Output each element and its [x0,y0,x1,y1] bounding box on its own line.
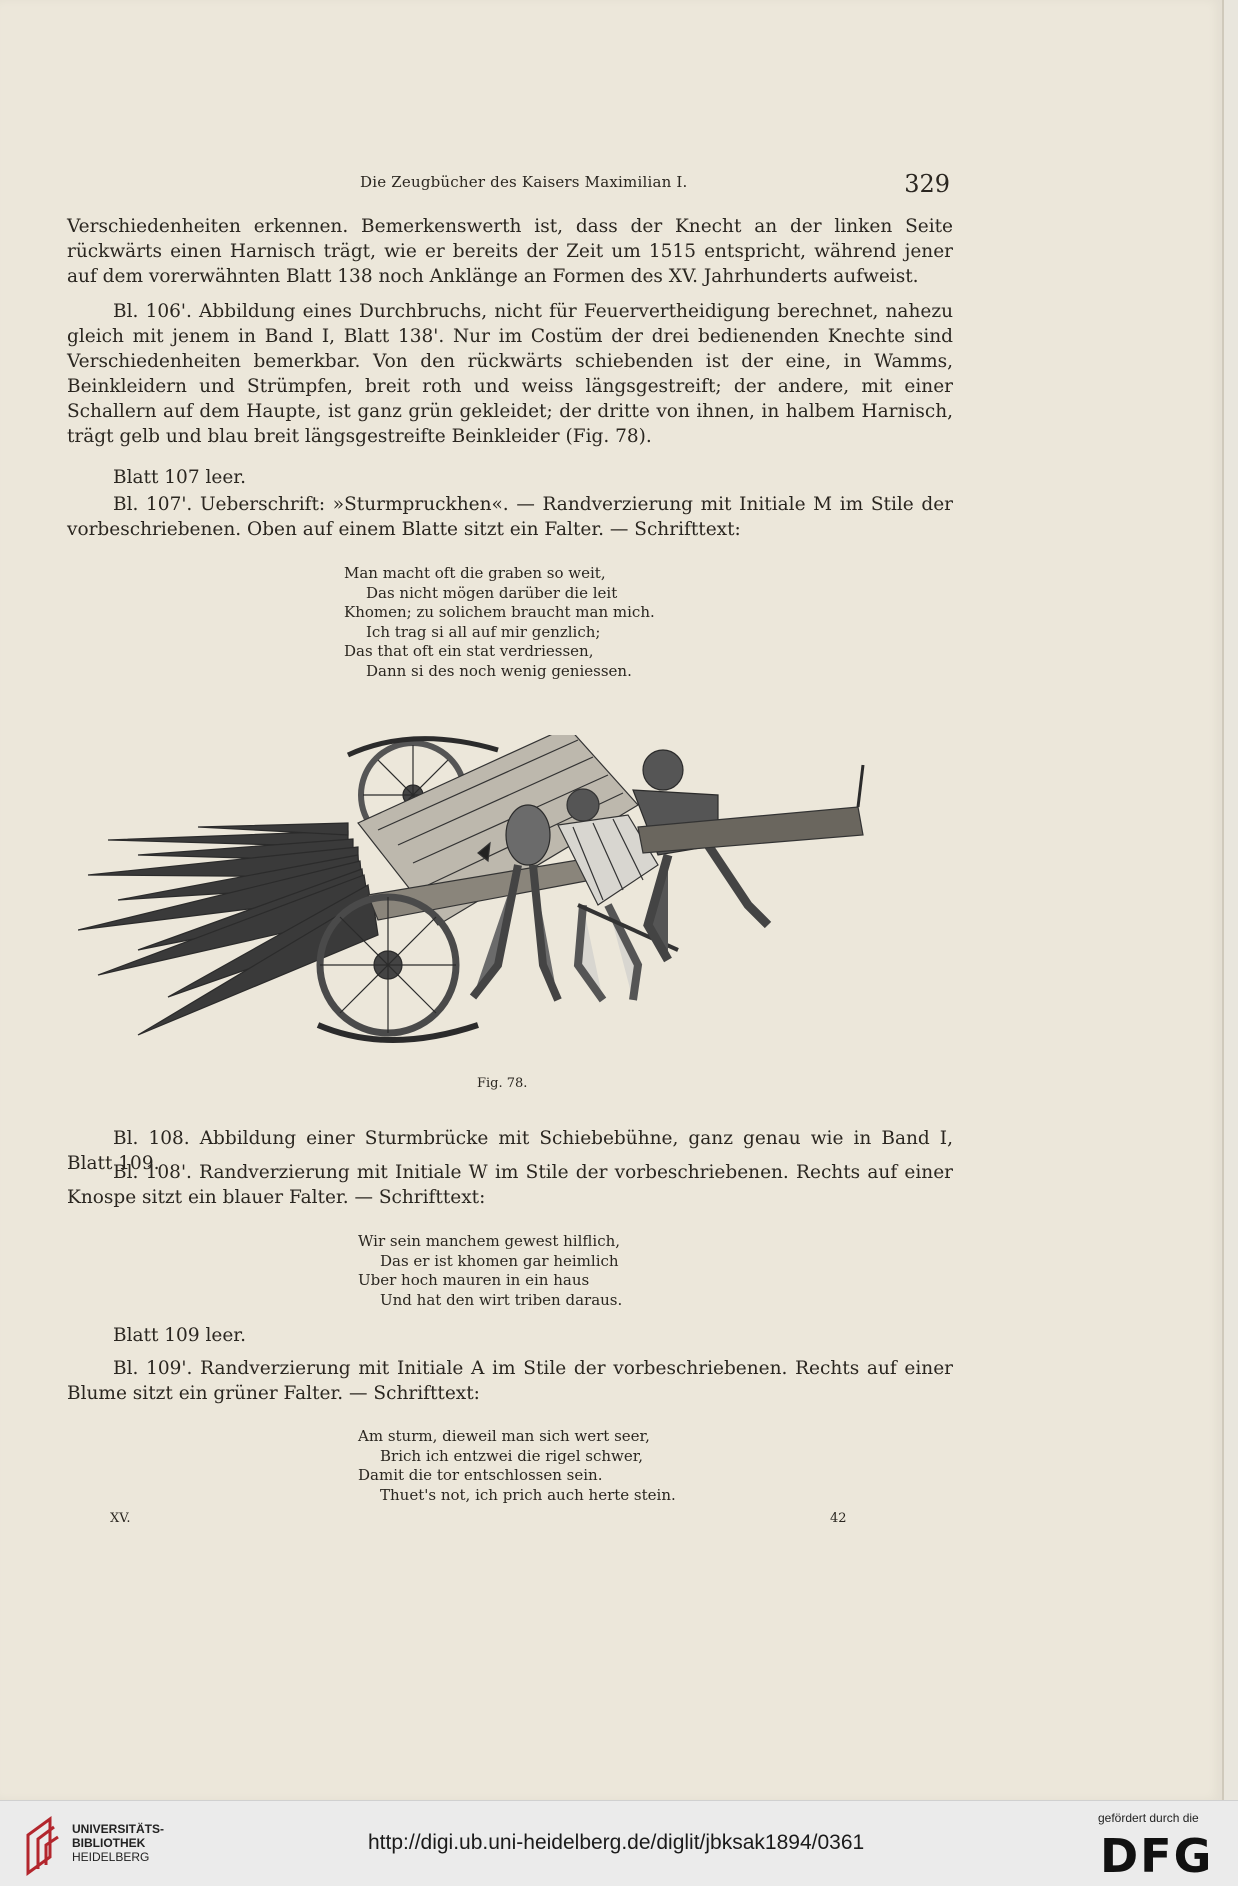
verse-line: Das er ist khomen gar heimlich [380,1251,619,1270]
verse-block-2 [358,1232,622,1310]
paragraph-blatt-107: Blatt 107 leer. [113,467,246,488]
paragraph-bl-108-verso: Bl. 108'. Randverzierung mit Initiale W im Stile der vorbeschriebenen. Rechts auf einer Knospe sitzt ein blauer Falter. — Schrifttext: [67,1162,953,1208]
verse-line: Dann si des noch wenig geniessen. [366,661,632,680]
funding-note: gefördert durch die [1098,1811,1199,1825]
permalink-url[interactable]: http://digi.ub.uni-heidelberg.de/diglit/jbksak1894/0361 [368,1831,865,1854]
verse-line: Uber hoch mauren in ein haus [358,1271,590,1289]
paragraph-continuation: Verschiedenheiten erkennen. Bemerkenswerth ist, dass der Knecht an der linken Seite rückwärts einen Harnisch trägt, wie er bereits der Zeit um 1515 entspricht, während jener auf dem vorerwähnten Blatt 138 noch Anklänge an Formen des XV. Jahrhunderts aufweist. [67,216,953,287]
verse-line: Thuet's not, ich prich auch herte stein. [380,1485,676,1504]
soldier-3-green [633,750,768,960]
verse-line: Khomen; zu solichem braucht man mich. [344,603,655,621]
verse-line: Und hat den wirt triben daraus. [380,1290,623,1309]
paragraph-blatt-109: Blatt 109 leer. [113,1325,246,1346]
signature-mark: XV. [110,1511,131,1526]
running-header [70,170,950,200]
viewer-footer-bar [0,1800,1238,1886]
figure-caption: Fig. 78. [477,1076,528,1091]
verse-line: Am sturm, dieweil man sich wert seer, [358,1427,650,1445]
verse-line: Das that oft ein stat verdriessen, [344,642,594,660]
paragraph-bl-109: Bl. 109'. Randverzierung mit Initiale A im Stile der vorbeschriebenen. Rechts auf einer Blume sitzt ein grüner Falter. — Schrifttext: [67,1358,953,1404]
university-library-logo-icon[interactable] [20,1813,80,1877]
dfg-logo[interactable]: DFG [1100,1829,1214,1883]
figure-78-illustration [78,735,948,1055]
verse-line: Das nicht mögen darüber die leit [366,583,618,602]
running-title: Die Zeugbücher des Kaisers Maximilian I. [360,173,688,191]
front-wheel [318,897,478,1040]
page-number: 329 [904,170,950,198]
verse-line: Man macht oft die graben so weit, [344,564,606,582]
verse-line: Brich ich entzwei die rigel schwer, [380,1446,644,1465]
verse-block-3 [358,1427,676,1505]
paragraph-bl-106: Bl. 106'. Abbildung eines Durchbruchs, nicht für Feuervertheidigung berechnet, nahezu gleich mit jenem in Band I, Blatt 138'. Nur im Costüm der drei bedienenden Knechte sind Verschiedenheiten bemerkbar. Von den rückwärts schiebenden ist der eine, in Wamms, Beinkleidern und Strümpfen, breit roth und weiss längsgestreift; der andere, mit einer Schallern auf dem Haupte, ist ganz grün gekleidet; der dritte von ihnen, in halbem Harnisch, trägt gelb und blau breit längsgestreifte Beinkleider (Fig. 78). [67,301,953,447]
library-name: UNIVERSITÄTS- BIBLIOTHEK HEIDELBERG [72,1822,165,1864]
verse-block-1 [344,564,655,681]
verse-line: Wir sein manchem gewest hilflich, [358,1232,621,1250]
paragraph-bl-107: Bl. 107'. Ueberschrift: »Sturmpruckhen«. — Randverzierung mit Initiale M im Stile der vorbeschriebenen. Oben auf einem Blatte sitzt ein Falter. — Schrifttext: [67,494,953,540]
paragraph-bl-108: Bl. 108. Abbildung einer Sturmbrücke mit Schiebebühne, ganz genau wie in Band I, Blatt 109. [67,1128,953,1174]
verse-line: Ich trag si all auf mir genzlich; [366,622,601,641]
sheet-number: 42 [830,1511,847,1526]
verse-line: Damit die tor entschlossen sein. [358,1466,603,1484]
